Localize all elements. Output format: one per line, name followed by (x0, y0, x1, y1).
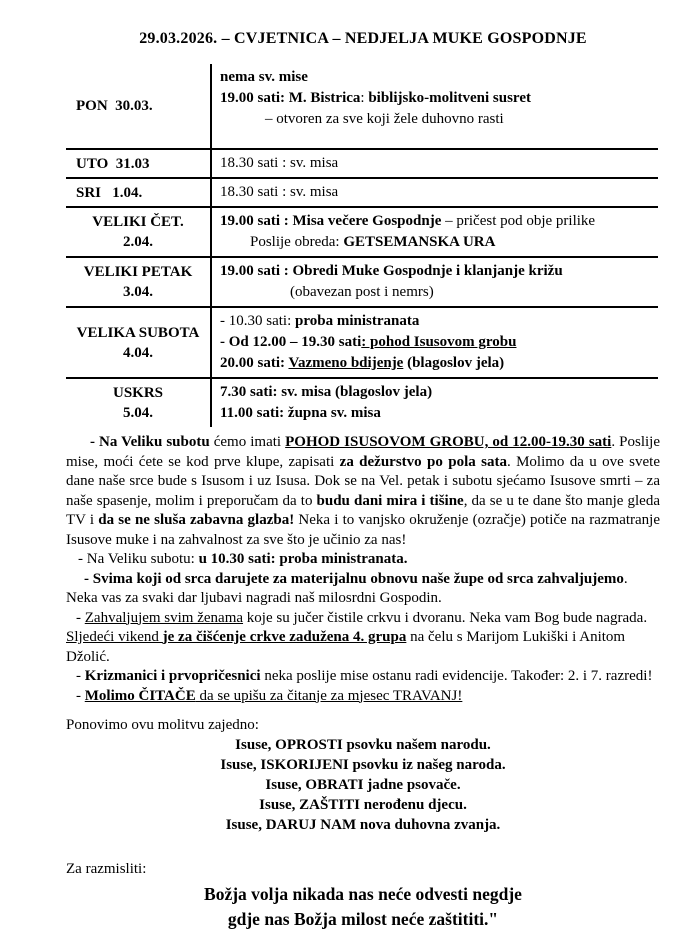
schedule-day-cell (66, 379, 212, 427)
text-segment: (blagoslov jela) (403, 355, 505, 371)
announcement-paragraph (66, 628, 660, 667)
text-segment: – pričest pod obje prilike (441, 213, 596, 229)
schedule-day-cell (66, 150, 212, 177)
prayer-line: Isuse, ZAŠTITI nerođenu djecu. (259, 797, 467, 813)
schedule-day-line: VELIKI ČET. (92, 214, 184, 230)
text-segment: - Na Veliku subotu (90, 434, 210, 450)
text-segment: : pohod Isusovom grobu (361, 334, 517, 350)
text-segment: 18.30 sati : sv. misa (220, 184, 339, 200)
schedule-details-cell (212, 258, 658, 306)
announcement-paragraph (66, 667, 660, 687)
prayer-line: Isuse, DARUJ NAM nova duhovna zvanja. (225, 817, 501, 833)
text-segment: . Neka vas za svaki dar ljubavi nagradi naš milosrdni Gospodin. (66, 570, 632, 606)
announcement-paragraph (66, 687, 660, 707)
schedule-day-cell (66, 64, 212, 148)
text-segment: Poslije obreda: (250, 234, 344, 250)
schedule-detail-line (220, 182, 652, 203)
schedule-day-line: SRI 1.04. (76, 184, 143, 201)
text-segment: GETSEMANSKA URA (343, 234, 496, 250)
schedule-day-line: 3.04. (123, 284, 153, 300)
text-segment: Krizmanici i prvopričesnici (84, 668, 261, 684)
text-segment: : (360, 90, 369, 106)
reflection-line: Božja volja nikada nas neće odvesti negdje (204, 884, 522, 904)
text-segment: 19.00 sati : Obredi Muke Gospodnje i klanjanje križu (220, 263, 563, 279)
text-segment: koje su jučer čistile crkvu i dvoranu. Neka vam Bog bude nagrada. (243, 609, 648, 626)
text-segment: . Molimo da u ove svete dane naše srce bude s Isusom i uz Isusa. Dok se na Vel. petak i subotu sjećamo Isusove smrti – za naše spasenje, molim i preporučam da to (66, 453, 664, 509)
text-segment: 7.30 sati: sv. misa (blagoslov jela) (220, 384, 433, 400)
text-segment: - (76, 668, 85, 684)
reflection-lines (66, 882, 660, 932)
schedule-day-cell (66, 258, 212, 306)
schedule-detail-line (220, 232, 652, 253)
schedule-day-cell (66, 308, 212, 377)
text-segment: na čelu s Marijom Lukiški i Anitom Džolić. (66, 629, 629, 665)
schedule-day-line: 4.04. (123, 344, 153, 361)
prayer-line: Isuse, OBRATI jadne psovače. (265, 777, 461, 793)
prayer-line: Isuse, ISKORIJENI psovku iz našeg naroda. (220, 757, 506, 773)
schedule-day-line: VELIKI PETAK (83, 264, 193, 280)
announcements-section (66, 433, 664, 706)
schedule-detail-line (220, 403, 652, 424)
announcement-paragraph (66, 550, 660, 570)
text-segment: proba ministranata (295, 313, 420, 329)
text-segment: . Poslije mise, moći ćete se kod prve klupe, zapisati (66, 434, 664, 470)
text-segment: , da se u te dane što manje gleda TV i (66, 492, 664, 528)
text-segment: ćemo imati (209, 434, 286, 450)
text-segment: 11.00 sati: župna sv. misa (220, 405, 381, 421)
text-segment: - Na Veliku subotu: (78, 551, 199, 567)
text-segment: - Svima koji od srca darujete za materijalnu obnovu naše župe od srca zahvaljujemo (84, 570, 624, 587)
text-segment: 19.00 sati : Misa večere Gospodnje (220, 213, 442, 229)
text-segment: Vazmeno bdijenje (288, 355, 404, 371)
schedule-detail-line (220, 382, 652, 403)
schedule-day-cell (66, 208, 212, 256)
schedule-day-line: USKRS (112, 385, 164, 401)
text-segment: je za čišćenje crkve zadužena 4. grupa (162, 629, 407, 645)
prayer-section (66, 715, 660, 835)
text-segment: Molimo ČITAČE (84, 687, 196, 704)
schedule-row (66, 148, 658, 177)
schedule-row (66, 377, 658, 427)
text-segment: nema sv. mise (220, 69, 308, 85)
schedule-day-line: UTO 31.03 (76, 155, 150, 172)
text-segment: za dežurstvo po pola sata (339, 453, 507, 470)
announcement-paragraph (66, 433, 664, 550)
schedule-details-cell (212, 179, 658, 206)
text-segment: neka poslije mise ostanu radi evidencije. Također: 2. i 7. razredi! (260, 668, 653, 684)
schedule-row (66, 177, 658, 206)
schedule-detail-line (220, 261, 652, 282)
schedule-day-line: PON 30.03. (76, 98, 153, 114)
text-segment: - Od 12.00 – 19.30 sati (220, 334, 362, 350)
text-segment: 18.30 sati : sv. misa (220, 155, 339, 171)
page-title: 29.03.2026. – CVJETNICA – NEDJELJA MUKE GOSPODNJE (139, 30, 587, 47)
schedule-detail-line (220, 211, 652, 232)
schedule-details-cell (212, 308, 658, 377)
schedule-details-cell (212, 64, 658, 148)
schedule-details-cell (212, 150, 658, 177)
reflection-intro: Za razmisliti: (66, 861, 147, 877)
schedule-detail-line (220, 332, 652, 353)
text-segment: 20.00 sati: (220, 355, 289, 371)
schedule-details-cell (212, 379, 658, 427)
schedule-detail-line (220, 88, 652, 109)
schedule-detail-line (220, 153, 652, 174)
prayer-line: Isuse, OPROSTI psovku našem narodu. (235, 737, 491, 753)
text-segment: Neka i to vanjsko okruženje (ozračje) potiče na razmatranje Isusove muke i na zahvalnost za sve što je učinio za nas! (66, 512, 664, 548)
text-segment: - (76, 609, 85, 626)
schedule-table (66, 64, 658, 427)
text-segment: biblijsko-molitveni susret (368, 90, 531, 106)
text-segment: (obavezan post i nemrs) (290, 284, 434, 300)
text-segment: budu dani mira i tišine (316, 492, 464, 509)
text-segment: da se ne sluša zabavna glazba! (98, 512, 295, 528)
schedule-row (66, 306, 658, 377)
text-segment: - 10.30 sati: (220, 313, 295, 329)
text-segment: – otvoren za sve koji žele duhovno rasti (265, 111, 504, 127)
text-segment: 19.00 sati: M. Bistrica (220, 90, 361, 106)
text-segment: - (76, 687, 85, 704)
prayer-intro: Ponovimo ovu molitvu zajedno: (66, 717, 259, 733)
text-segment: POHOD ISUSOVOM GROBU, od 12.00-19.30 sati (285, 434, 612, 450)
schedule-day-cell (66, 179, 212, 206)
text-segment: da se upišu za čitanje za mjesec TRAVANJ! (195, 687, 463, 704)
schedule-detail-line (220, 67, 652, 88)
schedule-detail-line (220, 109, 652, 130)
schedule-row (66, 206, 658, 256)
schedule-day-line: 5.04. (123, 405, 153, 421)
announcement-paragraph (66, 609, 660, 629)
reflection-line: gdje nas Božja milost neće zaštititi." (227, 909, 499, 929)
text-segment: Zahvaljujem svim ženama (84, 609, 244, 626)
schedule-detail-line (220, 311, 652, 332)
reflection-section (66, 859, 660, 932)
schedule-details-cell (212, 208, 658, 256)
schedule-row (66, 256, 658, 306)
schedule-detail-line (220, 282, 652, 303)
text-segment: u 10.30 sati: proba ministranata. (198, 551, 408, 567)
prayer-lines (66, 735, 660, 835)
announcement-paragraph (66, 570, 660, 609)
schedule-day-line: VELIKA SUBOTA (76, 324, 200, 341)
schedule-row (66, 64, 658, 148)
schedule-day-line: 2.04. (123, 234, 153, 250)
schedule-detail-line (220, 353, 652, 374)
text-segment: Sljedeći vikend (66, 629, 163, 645)
